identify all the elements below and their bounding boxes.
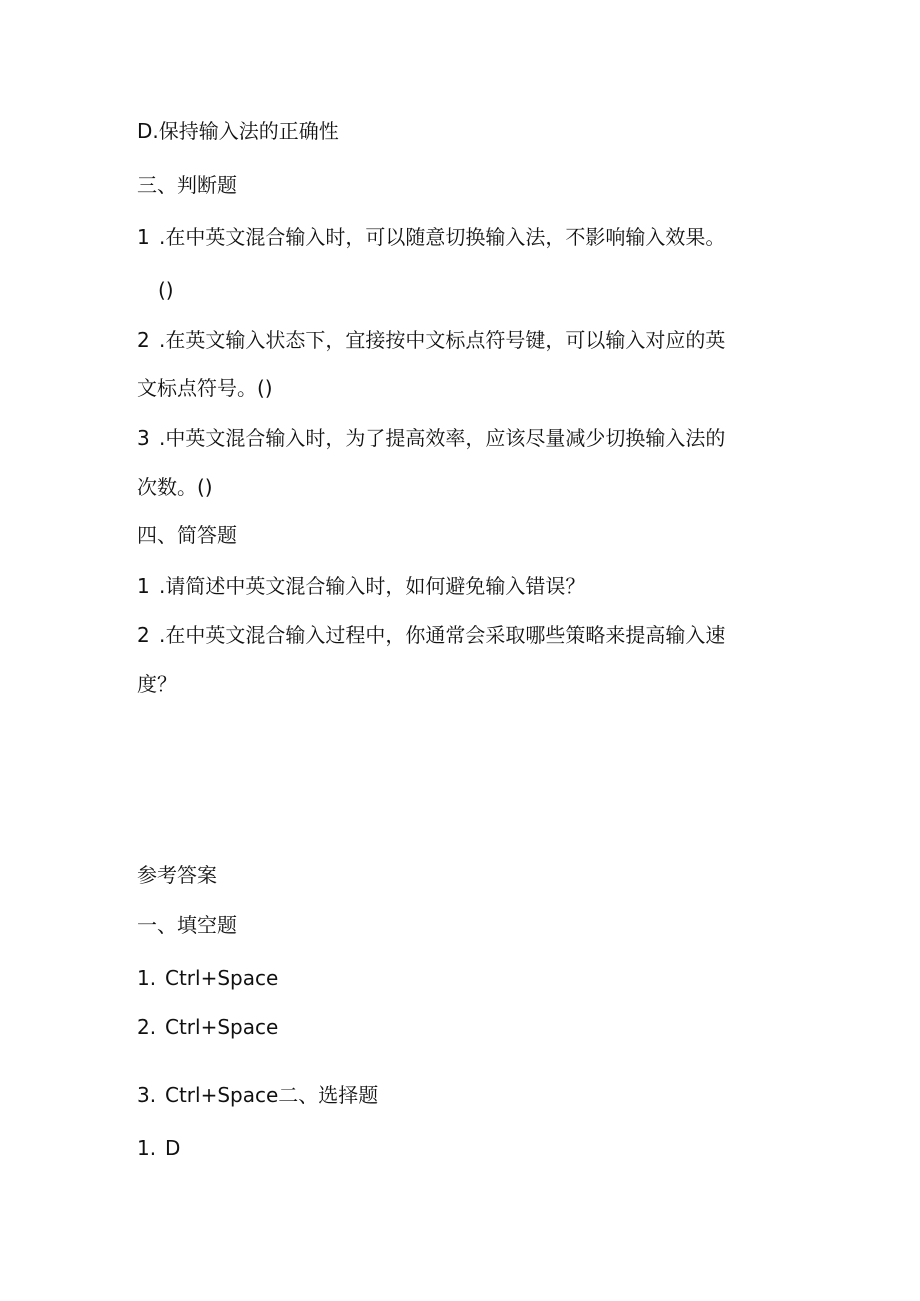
question-3-3 xyxy=(137,425,725,451)
question-text: .在中英文混合输入时，可以随意切换输入法，不影响输入效果。 xyxy=(159,225,726,249)
question-number: 1 xyxy=(137,574,150,598)
section-title-short-answer: 四、简答题 xyxy=(137,523,237,547)
question-3-3-cont: 次数。() xyxy=(137,475,213,499)
question-3-1-bracket: () xyxy=(158,278,174,302)
option-d: D.保持输入法的正确性 xyxy=(137,119,339,143)
question-text: .请简述中英文混合输入时，如何避免输入错误？ xyxy=(159,574,586,598)
answer-1 xyxy=(137,965,278,991)
answer-number: 3. xyxy=(137,1083,157,1107)
question-text: .在英文输入状态下，宜接按中文标点符号键，可以输入对应的英 xyxy=(159,328,726,352)
question-3-2-cont: 文标点符号。() xyxy=(137,376,273,400)
question-4-1 xyxy=(137,573,585,599)
answer-2 xyxy=(137,1014,278,1040)
question-4-2 xyxy=(137,622,725,648)
answer-number: 1. xyxy=(137,966,157,990)
question-number: 1 xyxy=(137,225,150,249)
question-text: .在中英文混合输入过程中，你通常会采取哪些策略来提高输入速 xyxy=(159,623,726,647)
question-4-2-cont: 度？ xyxy=(137,672,177,696)
question-text: .中英文混合输入时，为了提高效率，应该尽量减少切换输入法的 xyxy=(159,426,726,450)
answer-number: 2. xyxy=(137,1015,157,1039)
section-title-judgement: 三、判断题 xyxy=(137,173,237,197)
answer-choice-1 xyxy=(137,1135,180,1161)
answer-text: Ctrl+Space xyxy=(165,966,279,990)
answer-section-fill-blank: 一、填空题 xyxy=(137,913,237,937)
question-number: 3 xyxy=(137,426,150,450)
question-3-2 xyxy=(137,327,725,353)
answer-text: Ctrl+Space二、选择题 xyxy=(165,1083,379,1107)
answer-3 xyxy=(137,1082,378,1108)
answer-text: Ctrl+Space xyxy=(165,1015,279,1039)
answer-key-title: 参考答案 xyxy=(137,863,217,887)
question-number: 2 xyxy=(137,328,150,352)
answer-number: 1. xyxy=(137,1136,157,1160)
answer-text: D xyxy=(165,1136,181,1160)
question-number: 2 xyxy=(137,623,150,647)
question-3-1 xyxy=(137,224,725,250)
